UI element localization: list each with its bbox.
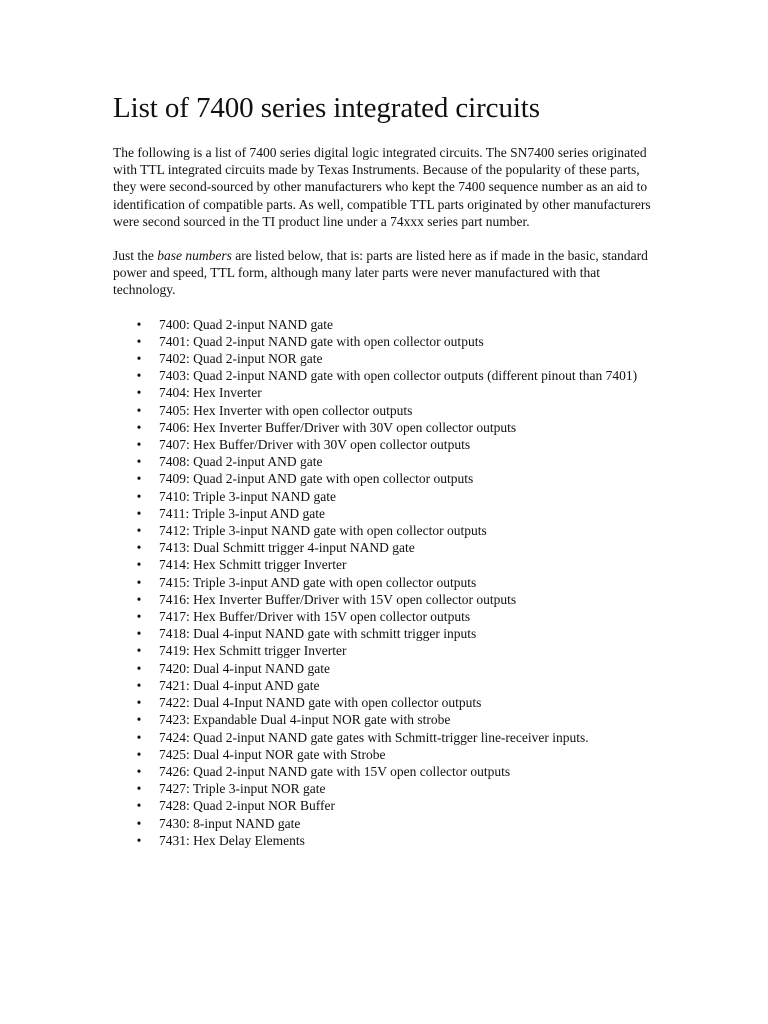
list-item-text: 7411: Triple 3-input AND gate	[159, 505, 326, 521]
bullet-icon: •	[136, 316, 142, 332]
list-item-text: 7412: Triple 3-input NAND gate with open collector outputs	[159, 523, 487, 539]
base-numbers-emphasis: base numbers	[157, 248, 232, 264]
list-item-text: 7425: Dual 4-input NOR gate with Strobe	[159, 746, 386, 762]
bullet-icon: •	[136, 729, 142, 745]
bullet-icon: •	[136, 626, 142, 642]
list-item-text: 7423: Expandable Dual 4-input NOR gate with strobe	[159, 712, 451, 728]
list-item	[113, 505, 658, 522]
bullet-icon: •	[136, 540, 142, 556]
list-item-text: 7405: Hex Inverter with open collector outputs	[159, 402, 413, 418]
list-item-text: 7428: Quad 2-input NOR Buffer	[159, 798, 335, 814]
list-item	[113, 625, 658, 642]
list-item-text: 7404: Hex Inverter	[159, 385, 262, 401]
bullet-icon: •	[136, 660, 142, 676]
bullet-icon: •	[136, 815, 142, 831]
list-item	[113, 419, 658, 436]
list-item-text: 7414: Hex Schmitt trigger Inverter	[159, 557, 347, 573]
bullet-icon: •	[136, 505, 142, 521]
list-item-text: 7427: Triple 3-input NOR gate	[159, 781, 326, 797]
note-text-before: Just the	[113, 248, 158, 264]
list-item-text: 7413: Dual Schmitt trigger 4-input NAND gate	[159, 540, 415, 556]
bullet-icon: •	[136, 488, 142, 504]
list-item-text: 7406: Hex Inverter Buffer/Driver with 30V open collector outputs	[159, 419, 517, 435]
list-item	[113, 488, 658, 505]
list-item	[113, 436, 658, 453]
bullet-icon: •	[136, 557, 142, 573]
list-item-text: 7418: Dual 4-input NAND gate with schmitt trigger inputs	[159, 626, 477, 642]
bullet-icon: •	[136, 351, 142, 367]
bullet-icon: •	[136, 712, 142, 728]
bullet-icon: •	[136, 385, 142, 401]
list-item	[113, 333, 658, 350]
bullet-icon: •	[136, 402, 142, 418]
list-item	[113, 470, 658, 487]
list-item	[113, 402, 658, 419]
note-text-after: are listed below, that is: parts are listed here as if made in the basic, standard power and speed, TTL form, although many later parts were never manufactured with that technology.	[113, 248, 648, 298]
bullet-icon: •	[136, 333, 142, 349]
list-item-text: 7424: Quad 2-input NAND gate gates with Schmitt-trigger line-receiver inputs.	[159, 729, 589, 745]
list-item	[113, 453, 658, 470]
note-paragraph	[113, 247, 658, 299]
bullet-icon: •	[136, 471, 142, 487]
list-item	[113, 350, 658, 367]
bullet-icon: •	[136, 781, 142, 797]
bullet-icon: •	[136, 677, 142, 693]
bullet-icon: •	[136, 763, 142, 779]
list-item-text: 7409: Quad 2-input AND gate with open collector outputs	[159, 471, 474, 487]
list-item-text: 7400: Quad 2-input NAND gate	[159, 316, 333, 332]
list-item-text: 7421: Dual 4-input AND gate	[159, 677, 320, 693]
list-item	[113, 677, 658, 694]
list-item-text: 7401: Quad 2-input NAND gate with open collector outputs	[159, 333, 484, 349]
document-page	[113, 90, 658, 849]
list-item	[113, 574, 658, 591]
list-item-text: 7416: Hex Inverter Buffer/Driver with 15V open collector outputs	[159, 591, 517, 607]
list-item	[113, 729, 658, 746]
list-item-text: 7430: 8-input NAND gate	[159, 815, 301, 831]
list-item-text: 7426: Quad 2-input NAND gate with 15V open collector outputs	[159, 763, 511, 779]
list-item	[113, 694, 658, 711]
list-item	[113, 556, 658, 573]
list-item	[113, 642, 658, 659]
bullet-icon: •	[136, 419, 142, 435]
list-item	[113, 608, 658, 625]
ic-list	[113, 316, 658, 849]
list-item-text: 7410: Triple 3-input NAND gate	[159, 488, 336, 504]
list-item	[113, 539, 658, 556]
list-item	[113, 660, 658, 677]
list-item	[113, 763, 658, 780]
intro-paragraph: The following is a list of 7400 series digital logic integrated circuits. The SN7400 series originated with TTL integrated circuits made by Texas Instruments. Because of the popularity of these parts, they were second-sourced by other manufacturers who kept the 7400 sequence number as an aid to identification of compatible parts. As well, compatible TTL parts originated by other manufacturers were second sourced in the TI product line under a 74xxx series part number.	[113, 145, 651, 229]
list-item	[113, 522, 658, 539]
page-title: List of 7400 series integrated circuits	[113, 92, 540, 124]
list-item-text: 7422: Dual 4-Input NAND gate with open collector outputs	[159, 695, 482, 711]
list-item	[113, 746, 658, 763]
list-item-text: 7408: Quad 2-input AND gate	[159, 454, 323, 470]
list-item-text: 7415: Triple 3-input AND gate with open collector outputs	[159, 574, 477, 590]
bullet-icon: •	[136, 454, 142, 470]
list-item	[113, 815, 658, 832]
list-item	[113, 591, 658, 608]
list-item-text: 7431: Hex Delay Elements	[159, 832, 305, 848]
bullet-icon: •	[136, 368, 142, 384]
list-item	[113, 780, 658, 797]
list-item-text: 7403: Quad 2-input NAND gate with open collector outputs (different pinout than 7401)	[159, 368, 638, 384]
bullet-icon: •	[136, 437, 142, 453]
bullet-icon: •	[136, 798, 142, 814]
bullet-icon: •	[136, 832, 142, 848]
bullet-icon: •	[136, 523, 142, 539]
list-item	[113, 832, 658, 849]
list-item-text: 7402: Quad 2-input NOR gate	[159, 351, 323, 367]
list-item	[113, 711, 658, 728]
bullet-icon: •	[136, 609, 142, 625]
list-item	[113, 316, 658, 333]
list-item-text: 7417: Hex Buffer/Driver with 15V open collector outputs	[159, 609, 471, 625]
list-item-text: 7407: Hex Buffer/Driver with 30V open collector outputs	[159, 437, 471, 453]
list-item-text: 7419: Hex Schmitt trigger Inverter	[159, 643, 347, 659]
bullet-icon: •	[136, 591, 142, 607]
list-item	[113, 367, 658, 384]
bullet-icon: •	[136, 643, 142, 659]
bullet-icon: •	[136, 746, 142, 762]
bullet-icon: •	[136, 695, 142, 711]
list-item	[113, 797, 658, 814]
list-item	[113, 384, 658, 401]
list-item-text: 7420: Dual 4-input NAND gate	[159, 660, 330, 676]
bullet-icon: •	[136, 574, 142, 590]
